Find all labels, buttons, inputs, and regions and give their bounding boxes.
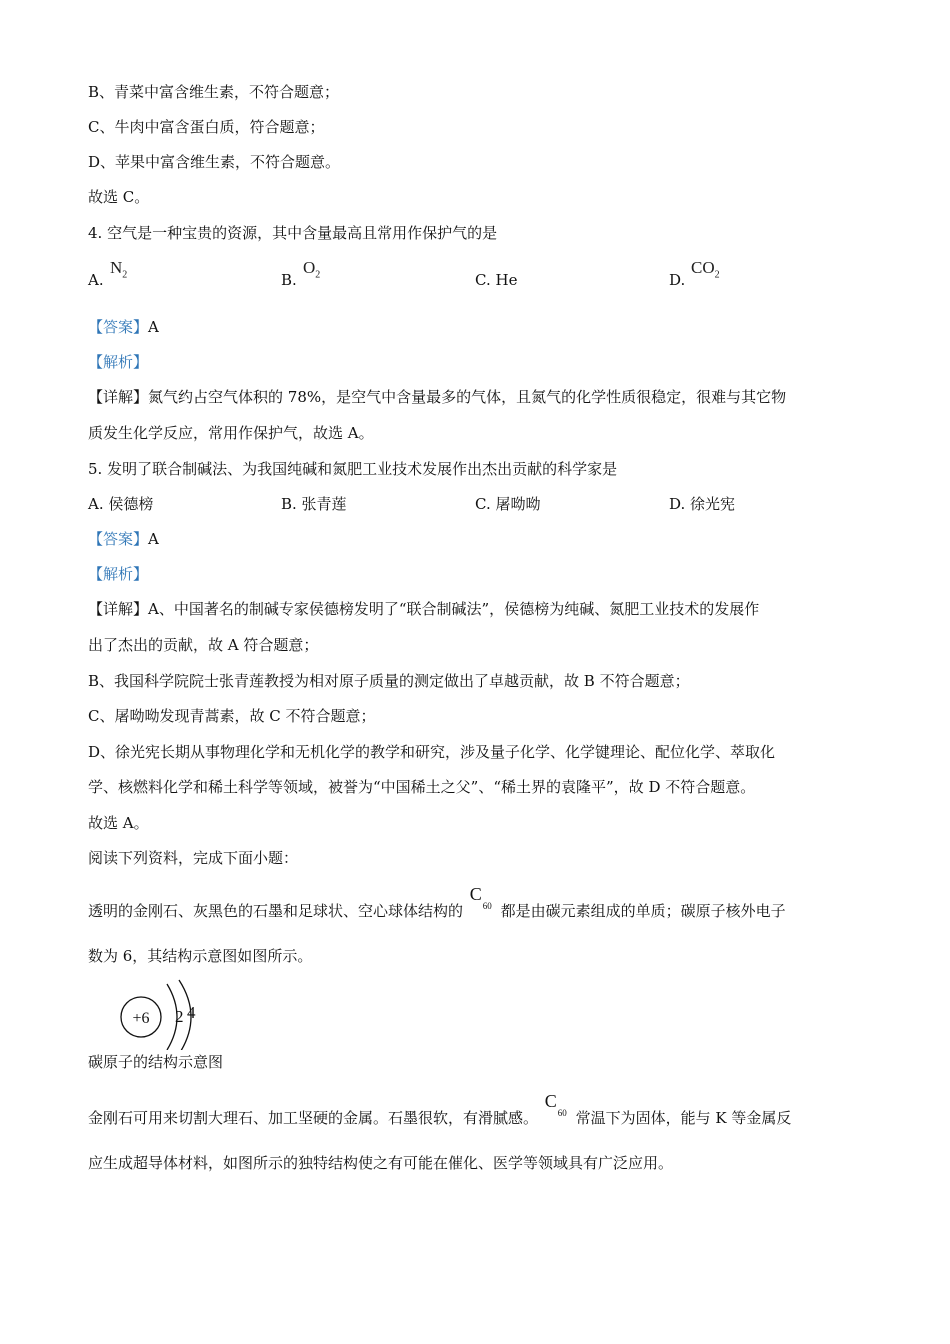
material-paragraph-2-line-1: 金刚石可用来切割大理石、加工坚硬的金属。石墨很软，有滑腻感。 C 60 常温下为固体，能与 K 等金属反 <box>88 1091 792 1127</box>
line-b-vegetable: B、青菜中富含维生素，不符合题意； <box>88 83 340 101</box>
q5-detail-line-6: 学、核燃料化学和稀土科学等领域，被誉为“中国稀土之父”、“稀土界的袁隆平”，故 D 不符合题意。 <box>88 778 756 796</box>
q5-detail-line-1: 【详解】A、中国著名的制碱专家侯德榜发明了“联合制碱法”，侯德榜为纯碱、氮肥工业技术的发展作 <box>88 600 760 618</box>
shell-2-electron-count: 4 <box>187 1003 196 1022</box>
c60-formula: C 60 <box>544 1091 567 1118</box>
reading-instruction: 阅读下列资料，完成下面小题： <box>88 849 299 867</box>
q5-option-b: B. 张青莲 <box>281 495 347 513</box>
q5-analysis-heading: 【解析】 <box>88 565 149 583</box>
material-paragraph-1-line-2: 数为 6，其结构示意图如图所示。 <box>88 947 313 965</box>
q4-answer: 【答案】A <box>88 318 159 336</box>
q5-detail-line-3: B、我国科学院院士张青莲教授为相对原子质量的测定做出了卓越贡献，故 B 不符合题意； <box>88 672 690 690</box>
line-answer-c: 故选 C。 <box>88 188 150 206</box>
question-4: 4. 空气是一种宝贵的资源，其中含量最高且常用作保护气的是 <box>88 224 498 242</box>
nucleus-charge: +6 <box>132 1010 150 1027</box>
q4-option-c: C. He <box>475 271 518 289</box>
q4-detail-line-2: 质发生化学反应，常用作保护气，故选 A。 <box>88 424 374 442</box>
question-5: 5. 发明了联合制碱法、为我国纯碱和氮肥工业技术发展作出杰出贡献的科学家是 <box>88 460 618 478</box>
q5-option-d: D. 徐光宪 <box>669 495 736 513</box>
q5-detail-line-7: 故选 A。 <box>88 814 149 832</box>
line-c-beef: C、牛肉中富含蛋白质，符合题意； <box>88 118 325 136</box>
c60-formula: C 60 <box>469 884 492 911</box>
q4-detail-line-1: 【详解】氮气约占空气体积的 78%，是空气中含量最多的气体，且氮气的化学性质很稳定，很难与其它物 <box>88 388 787 406</box>
diagram-caption: 碳原子的结构示意图 <box>88 1053 224 1071</box>
q5-detail-line-2: 出了杰出的贡献，故 A 符合题意； <box>88 636 319 654</box>
carbon-atom-structure-diagram <box>112 978 222 1050</box>
q5-option-c: C. 屠呦呦 <box>475 495 541 513</box>
shell-1-electron-count: 2 <box>175 1007 184 1026</box>
line-d-apple: D、苹果中富含维生素，不符合题意。 <box>88 153 341 171</box>
q5-answer: 【答案】A <box>88 530 159 548</box>
q5-option-a: A. 侯德榜 <box>88 495 154 513</box>
material-paragraph-1-line-1: 透明的金刚石、灰黑色的石墨和足球状、空心球体结构的 C 60 都是由碳元素组成的单质；碳原子核外电子 <box>88 884 786 920</box>
material-paragraph-2-line-2: 应生成超导体材料，如图所示的独特结构使之有可能在催化、医学等领域具有广泛应用。 <box>88 1154 674 1172</box>
q4-analysis-heading: 【解析】 <box>88 353 149 371</box>
q5-detail-line-4: C、屠呦呦发现青蒿素，故 C 不符合题意； <box>88 707 376 725</box>
q5-detail-line-5: D、徐光宪长期从事物理化学和无机化学的教学和研究，涉及量子化学、化学键理论、配位化学、萃取化 <box>88 743 776 761</box>
